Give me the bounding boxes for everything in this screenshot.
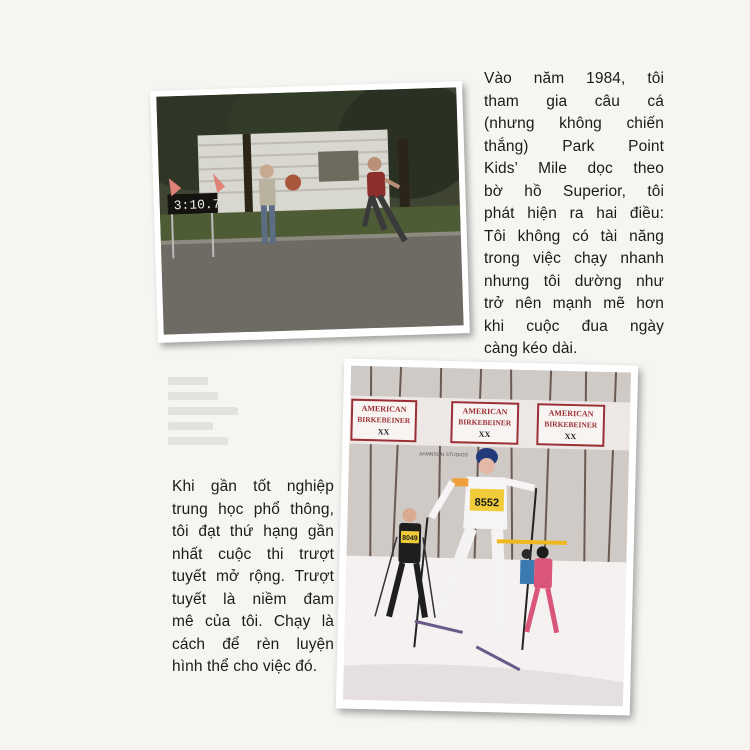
- caption-line: tuyết là niềm đam: [172, 590, 334, 608]
- banner-line: BIRKEBEINER: [458, 417, 512, 428]
- caption-line: bờ hồ Superior, tôi: [484, 182, 664, 200]
- skiing-scene-illustration: [343, 366, 631, 707]
- skiing-photo: [336, 358, 638, 715]
- banner-line: AMERICAN: [361, 403, 407, 414]
- birkebeiner-banner: [351, 400, 604, 446]
- bleed-through-text: [168, 370, 238, 452]
- caption-line: khi cuộc đua ngày: [484, 317, 664, 335]
- caption-line: hình thể cho việc đó.: [172, 658, 318, 675]
- banner-line: AMERICAN: [462, 406, 508, 417]
- caption-line: Vào năm 1984, tôi: [484, 70, 664, 87]
- banner-line: BIRKEBEINER: [357, 414, 411, 426]
- banner-line: AMERICAN: [548, 408, 594, 419]
- bib-number-left: 8049: [402, 534, 418, 543]
- running-photo-image: [156, 87, 463, 334]
- banner-line: XX: [478, 429, 491, 440]
- caption-line: tham gia câu cá: [484, 92, 664, 110]
- caption-line: tuyết mở rộng. Trượt: [172, 568, 334, 585]
- caption-line: cách để rèn luyện: [172, 635, 334, 653]
- caption-line: thắng) Park Point: [484, 137, 664, 155]
- caption-line: càng kéo dài.: [484, 340, 578, 357]
- caption-line: trong việc chạy nhanh: [484, 250, 664, 267]
- skiing-photo-image: [343, 366, 631, 707]
- banner-line: XX: [564, 431, 577, 442]
- caption-line: Khi gần tốt nghiệp: [172, 478, 334, 495]
- race-timer-display: 3:10.7: [173, 196, 221, 214]
- caption-line: trở nên mạnh mẽ hơn: [484, 295, 664, 312]
- bib-number-main: 8552: [474, 496, 500, 510]
- caption-running: [484, 68, 664, 361]
- studio-label: AAMNSON STUDIOS: [418, 451, 468, 459]
- caption-line: trung học phổ thông,: [172, 500, 334, 518]
- banner-line: BIRKEBEINER: [544, 419, 598, 430]
- caption-line: Kids’ Mile dọc theo: [484, 160, 664, 177]
- caption-line: (nhưng không chiến: [484, 115, 664, 132]
- caption-line: nhưng tôi dường như: [484, 272, 664, 290]
- running-photo: [150, 81, 470, 343]
- running-scene-illustration: [156, 87, 463, 334]
- caption-line: phát hiện ra hai điều:: [484, 205, 664, 222]
- caption-line: Tôi không có tài năng: [484, 227, 664, 245]
- caption-skiing: [172, 476, 334, 679]
- caption-line: mê của tôi. Chạy là: [172, 613, 334, 630]
- banner-line: XX: [377, 427, 390, 437]
- caption-line: tôi đạt thứ hạng gần: [172, 523, 334, 540]
- caption-line: nhất cuộc thi trượt: [172, 545, 334, 563]
